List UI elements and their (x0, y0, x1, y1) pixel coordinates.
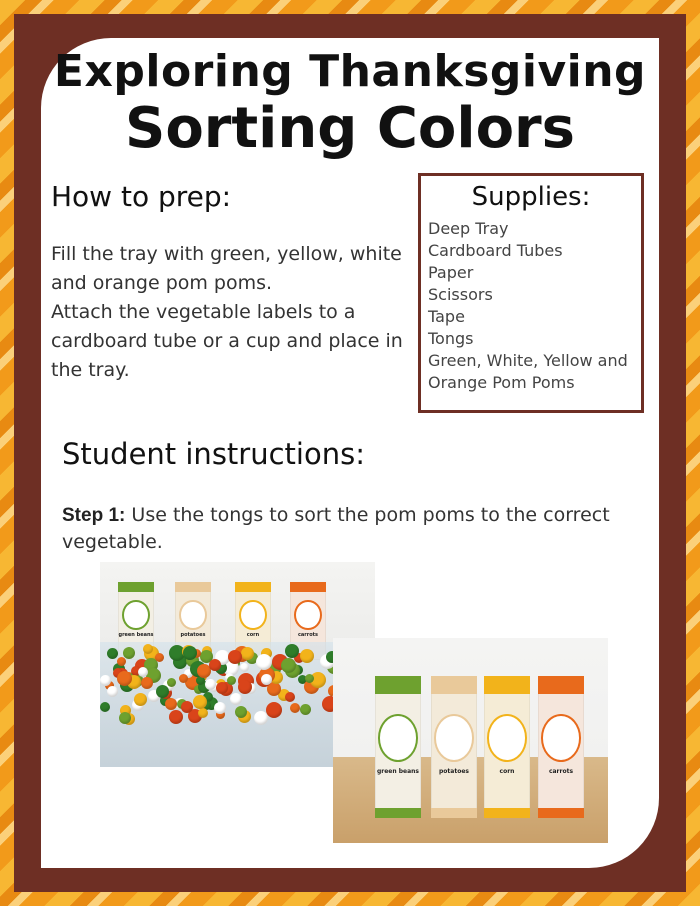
tube-potatoes (431, 676, 477, 818)
pom-pom (138, 667, 148, 677)
pom-pom (134, 693, 147, 706)
tube-band (484, 808, 530, 818)
pom-pom (155, 653, 164, 662)
pom-pom (107, 648, 118, 659)
pom-pom (123, 647, 135, 659)
supply-item: Paper (428, 263, 474, 282)
step-text: Use the tongs to sort the pom poms to the correct vegetable. (62, 504, 610, 553)
pom-pom (281, 658, 296, 673)
pom-pom (100, 675, 111, 686)
prep-paragraph-1: Fill the tray with green, yellow, white and orange pom poms. (51, 243, 402, 294)
pom-pom (165, 698, 177, 710)
supply-item: Scissors (428, 285, 493, 304)
tube-label-text: corn (246, 632, 260, 638)
pom-pom (100, 702, 110, 712)
title-line-1: Exploring Thanksgiving (53, 46, 647, 97)
supplies-box (418, 173, 644, 413)
pom-pom (216, 682, 228, 694)
tube-label-text: potatoes (180, 632, 206, 638)
pom-pom (266, 702, 282, 718)
pom-pom (241, 647, 254, 660)
pom-pom (198, 708, 208, 718)
pom-pom (290, 703, 300, 713)
pom-pom (235, 706, 247, 718)
pom-pom (143, 644, 153, 654)
tube-label-text: green beans (118, 632, 154, 638)
prep-paragraph-2: Attach the vegetable labels to a cardboard tube or a cup and place in the tray. (51, 301, 403, 381)
supply-item: Green, White, Yellow and Orange Pom Poms (428, 351, 628, 392)
supply-item: Cardboard Tubes (428, 241, 563, 260)
pom-pom (300, 649, 314, 663)
pom-pom (261, 674, 272, 685)
pom-pom (205, 679, 216, 690)
step-label: Step 1: (62, 505, 126, 526)
pom-pom (285, 692, 295, 702)
supply-item: Tape (428, 307, 465, 326)
pom-pom (240, 663, 249, 672)
pom-pom (117, 657, 126, 666)
pom-pom (285, 644, 299, 658)
photo-labeled-tubes (333, 638, 608, 843)
pom-pom (209, 659, 221, 671)
tube-corn (484, 676, 530, 818)
pom-pom (228, 650, 242, 664)
pom-pom (107, 686, 118, 697)
pom-pom (181, 701, 193, 713)
prep-heading: How to prep: (51, 180, 232, 213)
supply-item: Deep Tray (428, 219, 509, 238)
pom-pom (238, 680, 252, 694)
tube-label-text: carrots (548, 768, 574, 775)
student-heading: Student instructions: (62, 437, 365, 471)
pom-pom (256, 654, 272, 670)
tube-label-text: green beans (376, 768, 419, 775)
pom-pom (119, 712, 131, 724)
prep-text (51, 240, 431, 385)
step-1 (62, 502, 652, 556)
supplies-heading: Supplies: (471, 182, 591, 212)
tube-band (375, 808, 421, 818)
tube-carrots (538, 676, 584, 818)
tube-band (431, 808, 477, 818)
supply-item: Tongs (428, 329, 474, 348)
pom-pom (117, 671, 132, 686)
pom-pom (214, 702, 226, 714)
tube-label-text: carrots (297, 632, 319, 638)
pom-pom (227, 676, 236, 685)
tube-band (538, 808, 584, 818)
pom-pom (156, 685, 169, 698)
pom-pom (254, 711, 268, 725)
tube-label-text: corn (499, 768, 515, 775)
supplies-list (421, 218, 641, 394)
pom-pom (193, 695, 207, 709)
pom-pom (169, 710, 183, 724)
title-line-2: Sorting Colors (124, 96, 576, 161)
tube-label-text: potatoes (439, 768, 469, 775)
pom-pom (230, 693, 242, 705)
pom-pom (183, 646, 197, 660)
pom-pom (167, 678, 176, 687)
tube-green-beans (375, 676, 421, 818)
pom-pom (179, 674, 188, 683)
pom-pom (305, 674, 314, 683)
pom-pom (141, 677, 153, 689)
pom-pom (300, 704, 311, 715)
